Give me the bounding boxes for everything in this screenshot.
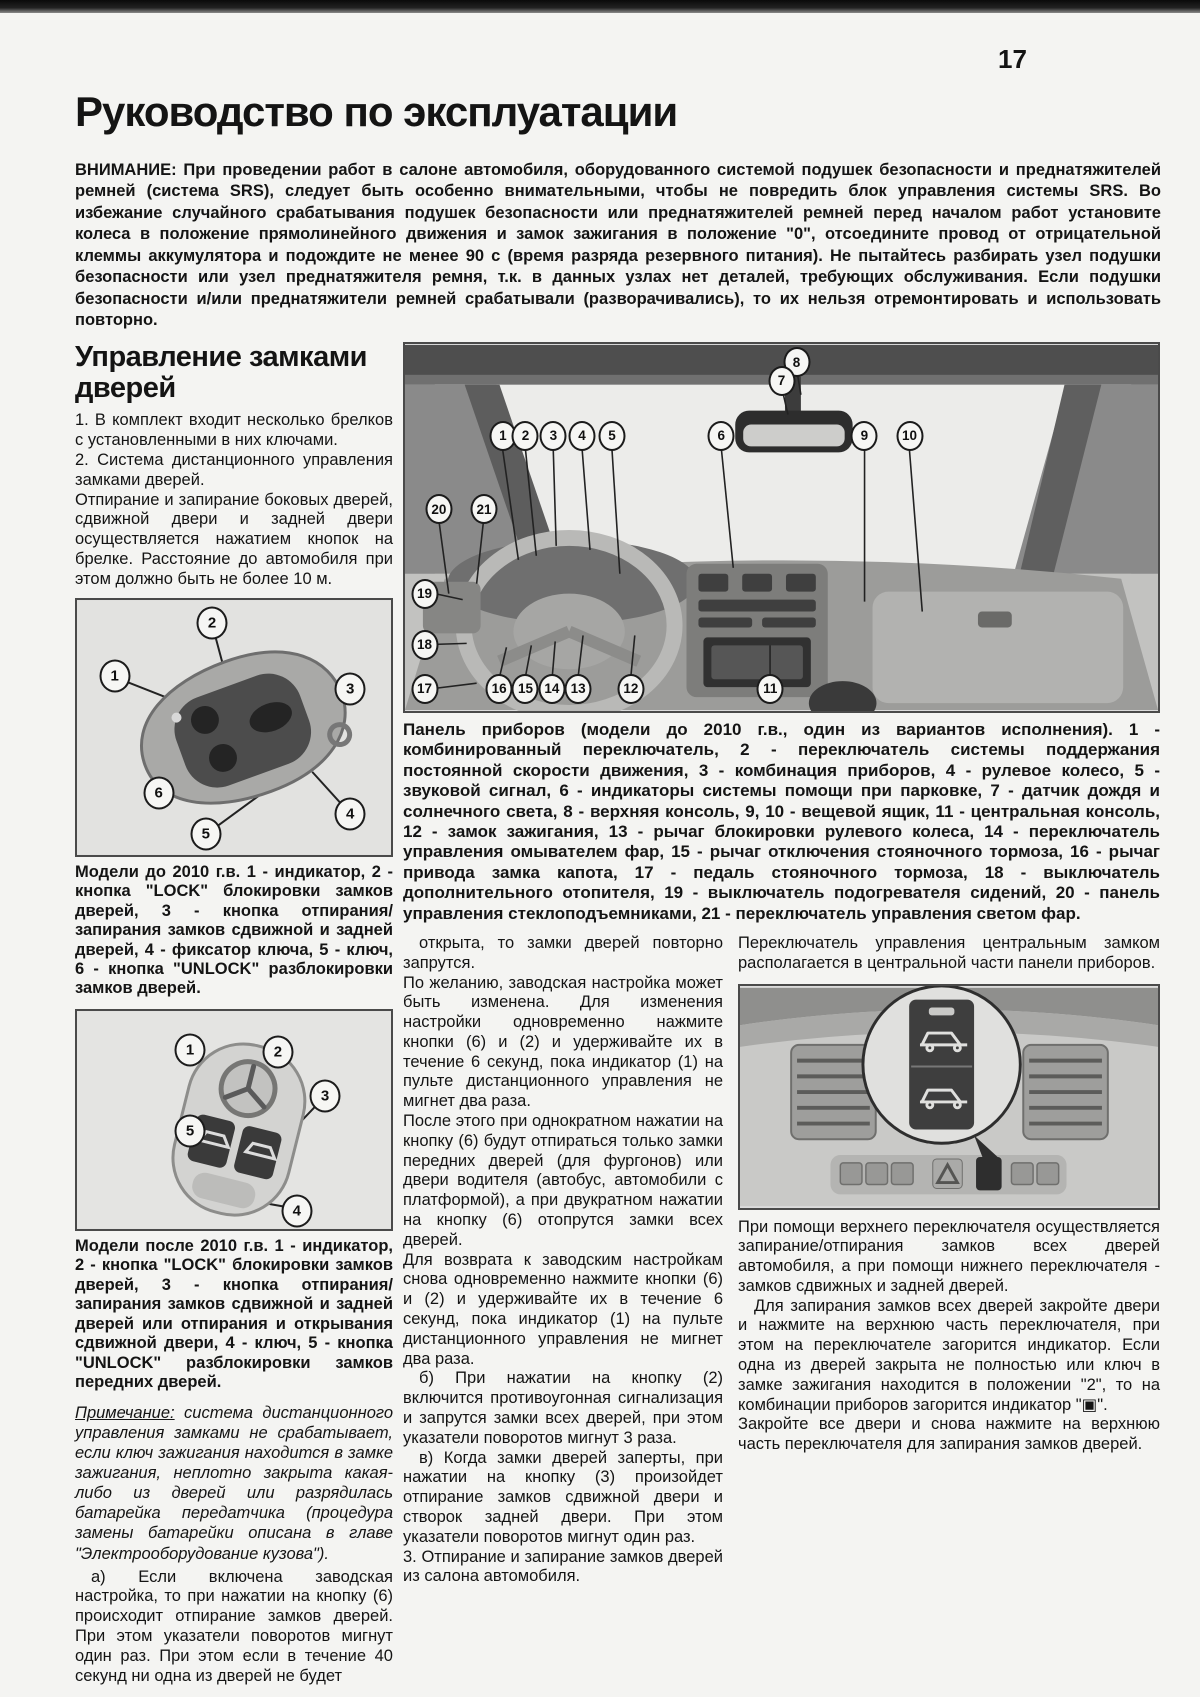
callout-badge-1: 1 [99, 660, 130, 693]
callout-badge-17: 17 [411, 674, 438, 704]
callout-badge-15: 15 [512, 674, 539, 704]
body-paragraph: Переключатель управления центральным замком располагается в центральной части панели приборов. [738, 933, 1160, 972]
figure-caption-post2010: Модели после 2010 г.в. 1 - индикатор, 2 - кнопка "LOCK" блокировки замков дверей, 3 - кнопка отпирания/ запирания замков сдвижной и задней дверей или отпирания и открывания сдвижной двери, 4 - ключ, 5 - кнопка "UNLOCK" разблокировки замков передних дверей. [75, 1236, 393, 1392]
callout-badge-11: 11 [757, 674, 784, 704]
body-paragraph: 3. Отпирание и запирание замков дверей из салона автомобиля. [403, 1547, 723, 1586]
page-number: 17 [998, 44, 1027, 74]
callout-badge-3: 3 [540, 421, 567, 451]
text-columns [403, 934, 1160, 1587]
callout-badge-1: 1 [175, 1034, 206, 1067]
body-paragraph: После этого при однократном нажатии на кнопку (6) будут отпираться только замки передних дверей (для фургонов) или двери водителя (автобус, автомобили с платформой), а при двукратном нажатии на кнопку (6) отопрутся замки всех дверей. [403, 1112, 723, 1249]
callout-badge-6: 6 [708, 421, 735, 451]
section-heading: Управление замками дверей [75, 341, 367, 404]
body-paragraph: Для возврата к заводским настройкам снова одновременно нажмите кнопки (6) и (2) и удерживайте их в течение 6 секунд, пока индикатор (1) на пульте дистанционного управления не мигнет два раза. [403, 1250, 723, 1368]
callout-badge-19: 19 [411, 579, 438, 609]
callout-badge-10: 10 [896, 421, 923, 451]
callout-badge-7: 7 [768, 366, 795, 396]
callout-badge-4: 4 [281, 1195, 312, 1228]
intro-paragraph: 1. В комплект входит несколько брелков с установленными в них ключами. [75, 411, 393, 450]
figure-dashboard [403, 342, 1160, 713]
callout-badge-2: 2 [512, 421, 539, 451]
dashboard-caption: Панель приборов (модели до 2010 г.в., один из вариантов исполнения). 1 - комбинированный переключатель, 2 - переключатель системы поддержания постоянной скорости движения, 3 - комбинация приборов, 4 - рулевое колесо, 5 - звуковой сигнал, 6 - индикаторы системы помощи при парковке, 7 - датчик дождя и солнечного света, 8 - верхняя консоль, 9, 10 - вещевой ящик, 11 - центральная консоль, 12 - замок зажигания, 13 - рычаг блокировки рулевого колеса, 14 - переключатель управления омывателем фар, 15 - рычаг отключения стояночного тормоза, 16 - рычаг привода замка капота, 17 - педаль стояночного тормоза, 18 - выключатель дополнительного отопителя, 19 - выключатель подогревателя сидений, 20 - панель управления стеклоподъемниками, 21 - переключатель управления светом фар. [403, 720, 1160, 923]
right-column [738, 934, 1160, 1587]
note-text: система дистанционного управления замками не срабатывает, если ключ зажигания находится в замке зажигания, неплотно закрыта какая-либо из дверей или разрядилась батарейка передатчика (процедура замены батарейки описана в главе "Электрооборудование кузова"). [75, 1403, 393, 1563]
body-paragraph: По желанию, заводская настройка может быть изменена. Для изменения настройки одновременно нажмите кнопки (6) и (2) и удерживайте их в течение 6 секунд, пока индикатор (1) на пульте дистанционного управления не мигнет два раза. [403, 973, 723, 1111]
body-paragraph: в) Когда замки дверей заперты, при нажатии на кнопку (3) произойдет отпирание замков сдвижной двери и створок задней двери. При этом указатели поворотов мигнут один раз. [403, 1448, 723, 1546]
callout-badge-18: 18 [411, 630, 438, 660]
intro-paragraph: Отпирание и запирание боковых дверей, сдвижной двери и задней двери осуществляется нажатием кнопок на брелке. Расстояние до автомобиля при этом должно быть не более 10 м. [75, 490, 393, 588]
callout-badge-6: 6 [143, 777, 174, 810]
body-paragraph: открыта, то замки дверей повторно запрутся. [403, 933, 723, 972]
callout-badge-20: 20 [425, 494, 452, 524]
callout-badge-2: 2 [197, 606, 228, 639]
callout-badge-4: 4 [335, 797, 366, 830]
intro-paragraph: 2. Система дистанционного управления замками дверей. [75, 451, 393, 489]
item-a-paragraph: а) Если включена заводская настройка, то при нажатии на кнопку (6) происходит отпирание замков дверей. При этом указатели поворотов мигнут один раз. При этом если в течение 40 секунд ни одна из дверей не будет [75, 1567, 393, 1685]
figure-central-lock-switch [738, 984, 1160, 1210]
callout-badge-14: 14 [538, 674, 565, 704]
callout-badge-5: 5 [175, 1114, 206, 1147]
body-paragraph: б) При нажатии на кнопку (2) включится противоугонная сигнализация и запрутся замки всех дверей, при этом указатели поворотов мигнут 3 раза. [403, 1369, 723, 1447]
callout-badge-8: 8 [783, 347, 810, 377]
callout-badge-3: 3 [335, 672, 366, 705]
callout-badge-3: 3 [310, 1079, 341, 1112]
note-label: Примечание: [75, 1403, 175, 1422]
callout-badge-4: 4 [568, 421, 595, 451]
callout-badge-2: 2 [262, 1036, 293, 1069]
callout-badge-12: 12 [617, 674, 644, 704]
callout-badge-13: 13 [565, 674, 592, 704]
dashboard-illustration [405, 344, 1158, 711]
body-paragraph: Для запирания замков всех дверей закройте двери и нажмите на верхнюю часть переключателя, при этом на переключателе загорится индикатор. Если одна из дверей закрыта не полностью или ключ в замке зажигания находится в положении "2", то на комбинации приборов загорится индикатор "▣". [738, 1296, 1160, 1414]
page-title: Руководство по эксплуатации [75, 88, 678, 135]
figure-key-fob-post2010 [75, 1009, 393, 1231]
callout-badge-9: 9 [851, 421, 878, 451]
callout-badge-21: 21 [471, 494, 498, 524]
middle-column [403, 934, 723, 1587]
warning-paragraph: ВНИМАНИЕ: При проведении работ в салоне автомобиля, оборудованного системой подушек безопасности и преднатяжителей ремней (система SRS), следует быть особенно внимательными, чтобы не повредить блок управления системы SRS. Во избежание случайного срабатывания подушек безопасности или преднатяжителей ремней перед началом работ установите колеса в положение прямолинейного движения и замок зажигания в положение "0", отсоедините провод от отрицательной клеммы аккумулятора и подождите не менее 90 с (время разряда резервного питания). Не пытайтесь разбирать узел подушки безопасности или узел преднатяжителя ремня, т.к. в данных узлах нет деталей, требующих обслуживания. Если подушки безопасности и/или преднатяжители ремней срабатывали (разворачивались), то их нельзя отремонтировать и использовать повторно. [75, 161, 1161, 330]
figure-key-fob-pre2010 [75, 598, 393, 857]
body-paragraph: Закройте все двери и снова нажмите на верхнюю часть переключателя для запирания замков дверей. [738, 1415, 1160, 1454]
callout-badge-16: 16 [486, 674, 513, 704]
central-lock-switch-illustration [740, 986, 1158, 1208]
figure-caption-pre2010: Модели до 2010 г.в. 1 - индикатор, 2 - кнопка "LOCK" блокировки замков дверей, 3 - кнопка отпирания/запирания замков сдвижной и задней дверей, 4 - фиксатор ключа, 5 - ключ, 6 - кнопка "UNLOCK" разблокировки замков дверей. [75, 862, 393, 998]
callout-badge-5: 5 [190, 818, 221, 851]
note-paragraph [75, 1403, 393, 1564]
callout-badge-1: 1 [489, 421, 516, 451]
key-fob-post2010-illustration [77, 1011, 391, 1229]
callout-badge-5: 5 [599, 421, 626, 451]
left-column [75, 342, 393, 1686]
scan-artifact-strip [0, 0, 1200, 13]
body-paragraph: При помощи верхнего переключателя осуществляется запирание/отпирания замков всех дверей автомобиля, а при помощи нижнего переключателя - замков сдвижных и задней дверей. [738, 1217, 1160, 1295]
right-region [403, 342, 1160, 1587]
